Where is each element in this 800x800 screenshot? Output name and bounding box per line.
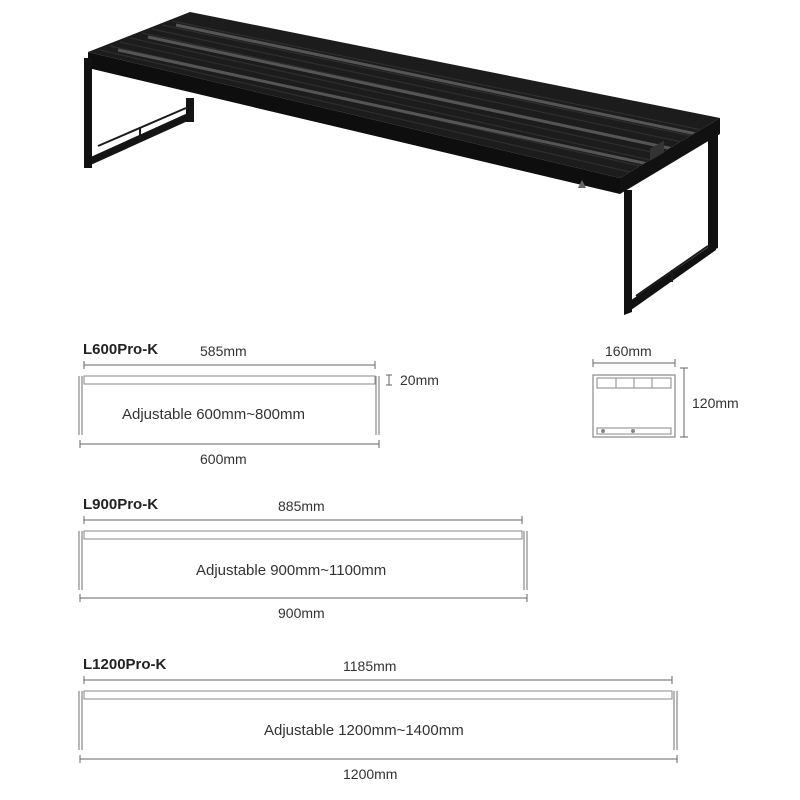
thickness-label: 20mm [400, 372, 439, 388]
product-illustration [0, 0, 800, 330]
top-length-label: 1185mm [343, 658, 397, 674]
model-name: L600Pro-K [83, 341, 159, 358]
model-name: L900Pro-K [83, 496, 159, 513]
adjustable-range-label: Adjustable 1200mm~1400mm [264, 722, 464, 739]
top-length-label: 585mm [200, 343, 247, 359]
l900-dimension-drawing [70, 510, 540, 610]
length-label: 1200mm [343, 766, 398, 782]
model-name: L1200Pro-K [83, 656, 167, 673]
cross-section-diagram [570, 340, 770, 450]
cross-section-width-label: 160mm [605, 343, 652, 359]
l1200-dimension-drawing [70, 670, 690, 770]
top-length-label: 885mm [278, 498, 325, 514]
adjustable-range-label: Adjustable 600mm~800mm [122, 406, 306, 423]
length-label: 900mm [278, 605, 325, 621]
l600-dimension-drawing [70, 355, 400, 455]
cross-section-height-label: 120mm [692, 395, 739, 411]
length-label: 600mm [200, 451, 247, 467]
adjustable-range-label: Adjustable 900mm~1100mm [196, 562, 387, 579]
